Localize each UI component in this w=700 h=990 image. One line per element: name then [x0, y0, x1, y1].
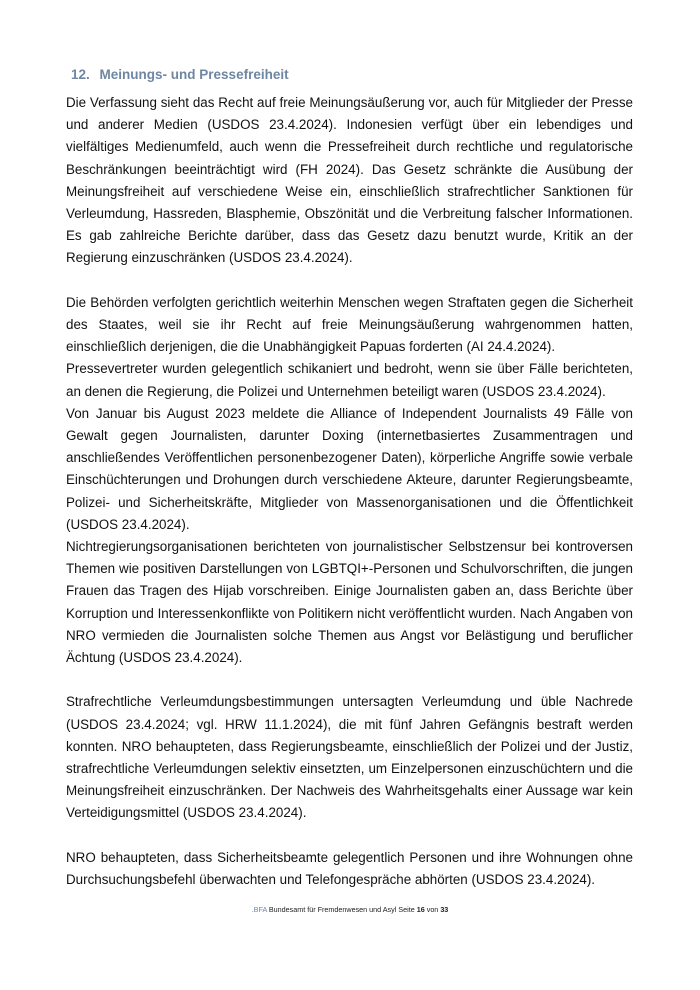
- footer-page-sep: von: [426, 905, 439, 914]
- page-footer: [0, 905, 700, 914]
- footer-page-label: Seite: [398, 905, 415, 914]
- footer-page-current: 16: [416, 905, 425, 914]
- section-number: 12.: [71, 67, 90, 82]
- paragraph: Nichtregierungsorganisationen berichteten von journalistischer Selbstzensur bei kontroversen Themen wie positiven Darstellungen von LGBTQI+-Personen und Schulvorschriften, die jungen Frauen das Tragen des Hijab vorschreiben. Einige Journalisten gaben an, dass Berichte über Korruption und Interessenkonflikte von Politikern nicht veröffentlicht wurden. Nach Angaben von NRO vermieden die Journalisten solche Themen aus Angst vor Belästigung und beruflicher Ächtung (USDOS 23.4.2024).: [66, 539, 633, 666]
- paragraph: Pressevertreter wurden gelegentlich schikaniert und bedroht, wenn sie über Fälle berichteten, an denen die Regierung, die Polizei und Unternehmen beteiligt waren (USDOS 23.4.2024).: [66, 361, 633, 399]
- section-title: Meinungs- und Pressefreiheit: [99, 67, 289, 82]
- paragraph: Die Behörden verfolgten gerichtlich weiterhin Menschen wegen Straftaten gegen die Sicherheit des Staates, weil sie ihr Recht auf freie Meinungsäußerung wahrgenommen hatten, einschließlich derjenigen, die die Unabhängigkeit Papuas forderten (AI 24.4.2024).: [66, 294, 633, 355]
- paragraph: Die Verfassung sieht das Recht auf freie Meinungsäußerung vor, auch für Mitglieder der Presse und anderer Medien (USDOS 23.4.2024). Indonesien verfügt über ein lebendiges und vielfältiges Medienumfeld, auch wenn die Pressefreiheit durch rechtliche und regulatorische Beschränkungen beeinträchtigt wird (FH 2024). Das Gesetz schränkte die Ausübung der Meinungsfreiheit auf verschiedene Weise ein, einschließlich strafrechtlicher Sanktionen für Verleumdung, Hassreden, Blasphemie, Obszönität und die Verbreitung falscher Informationen. Es gab zahlreiche Berichte darüber, dass das Gesetz dazu benutzt wurde, Kritik an der Regierung einzuschränken (USDOS 23.4.2024).: [66, 95, 633, 266]
- paragraph-spacer: [66, 270, 633, 292]
- section-heading: [71, 64, 633, 86]
- paragraph: NRO behaupteten, dass Sicherheitsbeamte gelegentlich Personen und ihre Wohnungen ohne Durchsuchungsbefehl überwachten und Telefongespräche abhörten (USDOS 23.4.2024).: [66, 849, 633, 888]
- paragraph: Strafrechtliche Verleumdungsbestimmungen untersagten Verleumdung und üble Nachrede (USDOS 23.4.2024; vgl. HRW 11.1.2024), die mit fünf Jahren Gefängnis bestraft werden konnten. NRO behaupteten, dass Regierungsbeamte, einschließlich der Polizei und der Justiz, strafrechtliche Verleumdungen selektiv einsetzten, um Einzelpersonen einzuschüchtern und die Meinungsfreiheit einzuschränken. Der Nachweis des Wahrheitsgehalts einer Aussage war kein Verteidigungsmittel (USDOS 23.4.2024).: [66, 694, 633, 821]
- paragraph-spacer: [66, 669, 633, 691]
- paragraph-spacer: [66, 825, 633, 847]
- document-page: [66, 64, 633, 891]
- footer-org-name: Bundesamt für Fremdenwesen und Asyl: [268, 905, 397, 914]
- footer-brand-logo: .BFA: [251, 905, 267, 914]
- footer-page-total: 33: [440, 905, 449, 914]
- paragraph: Von Januar bis August 2023 meldete die Alliance of Independent Journalists 49 Fälle von Gewalt gegen Journalisten, darunter Doxing (internetbasiertes Zusammentragen und anschließendes Veröffentlichen personenbezogener Daten), körperliche Angriffe sowie verbale Einschüchterungen und Drohungen durch verschiedene Akteure, darunter Regierungsbeamte, Polizei- und Sicherheitskräfte, Mitglieder von Massenorganisationen und die Öffentlichkeit (USDOS 23.4.2024).: [66, 405, 633, 532]
